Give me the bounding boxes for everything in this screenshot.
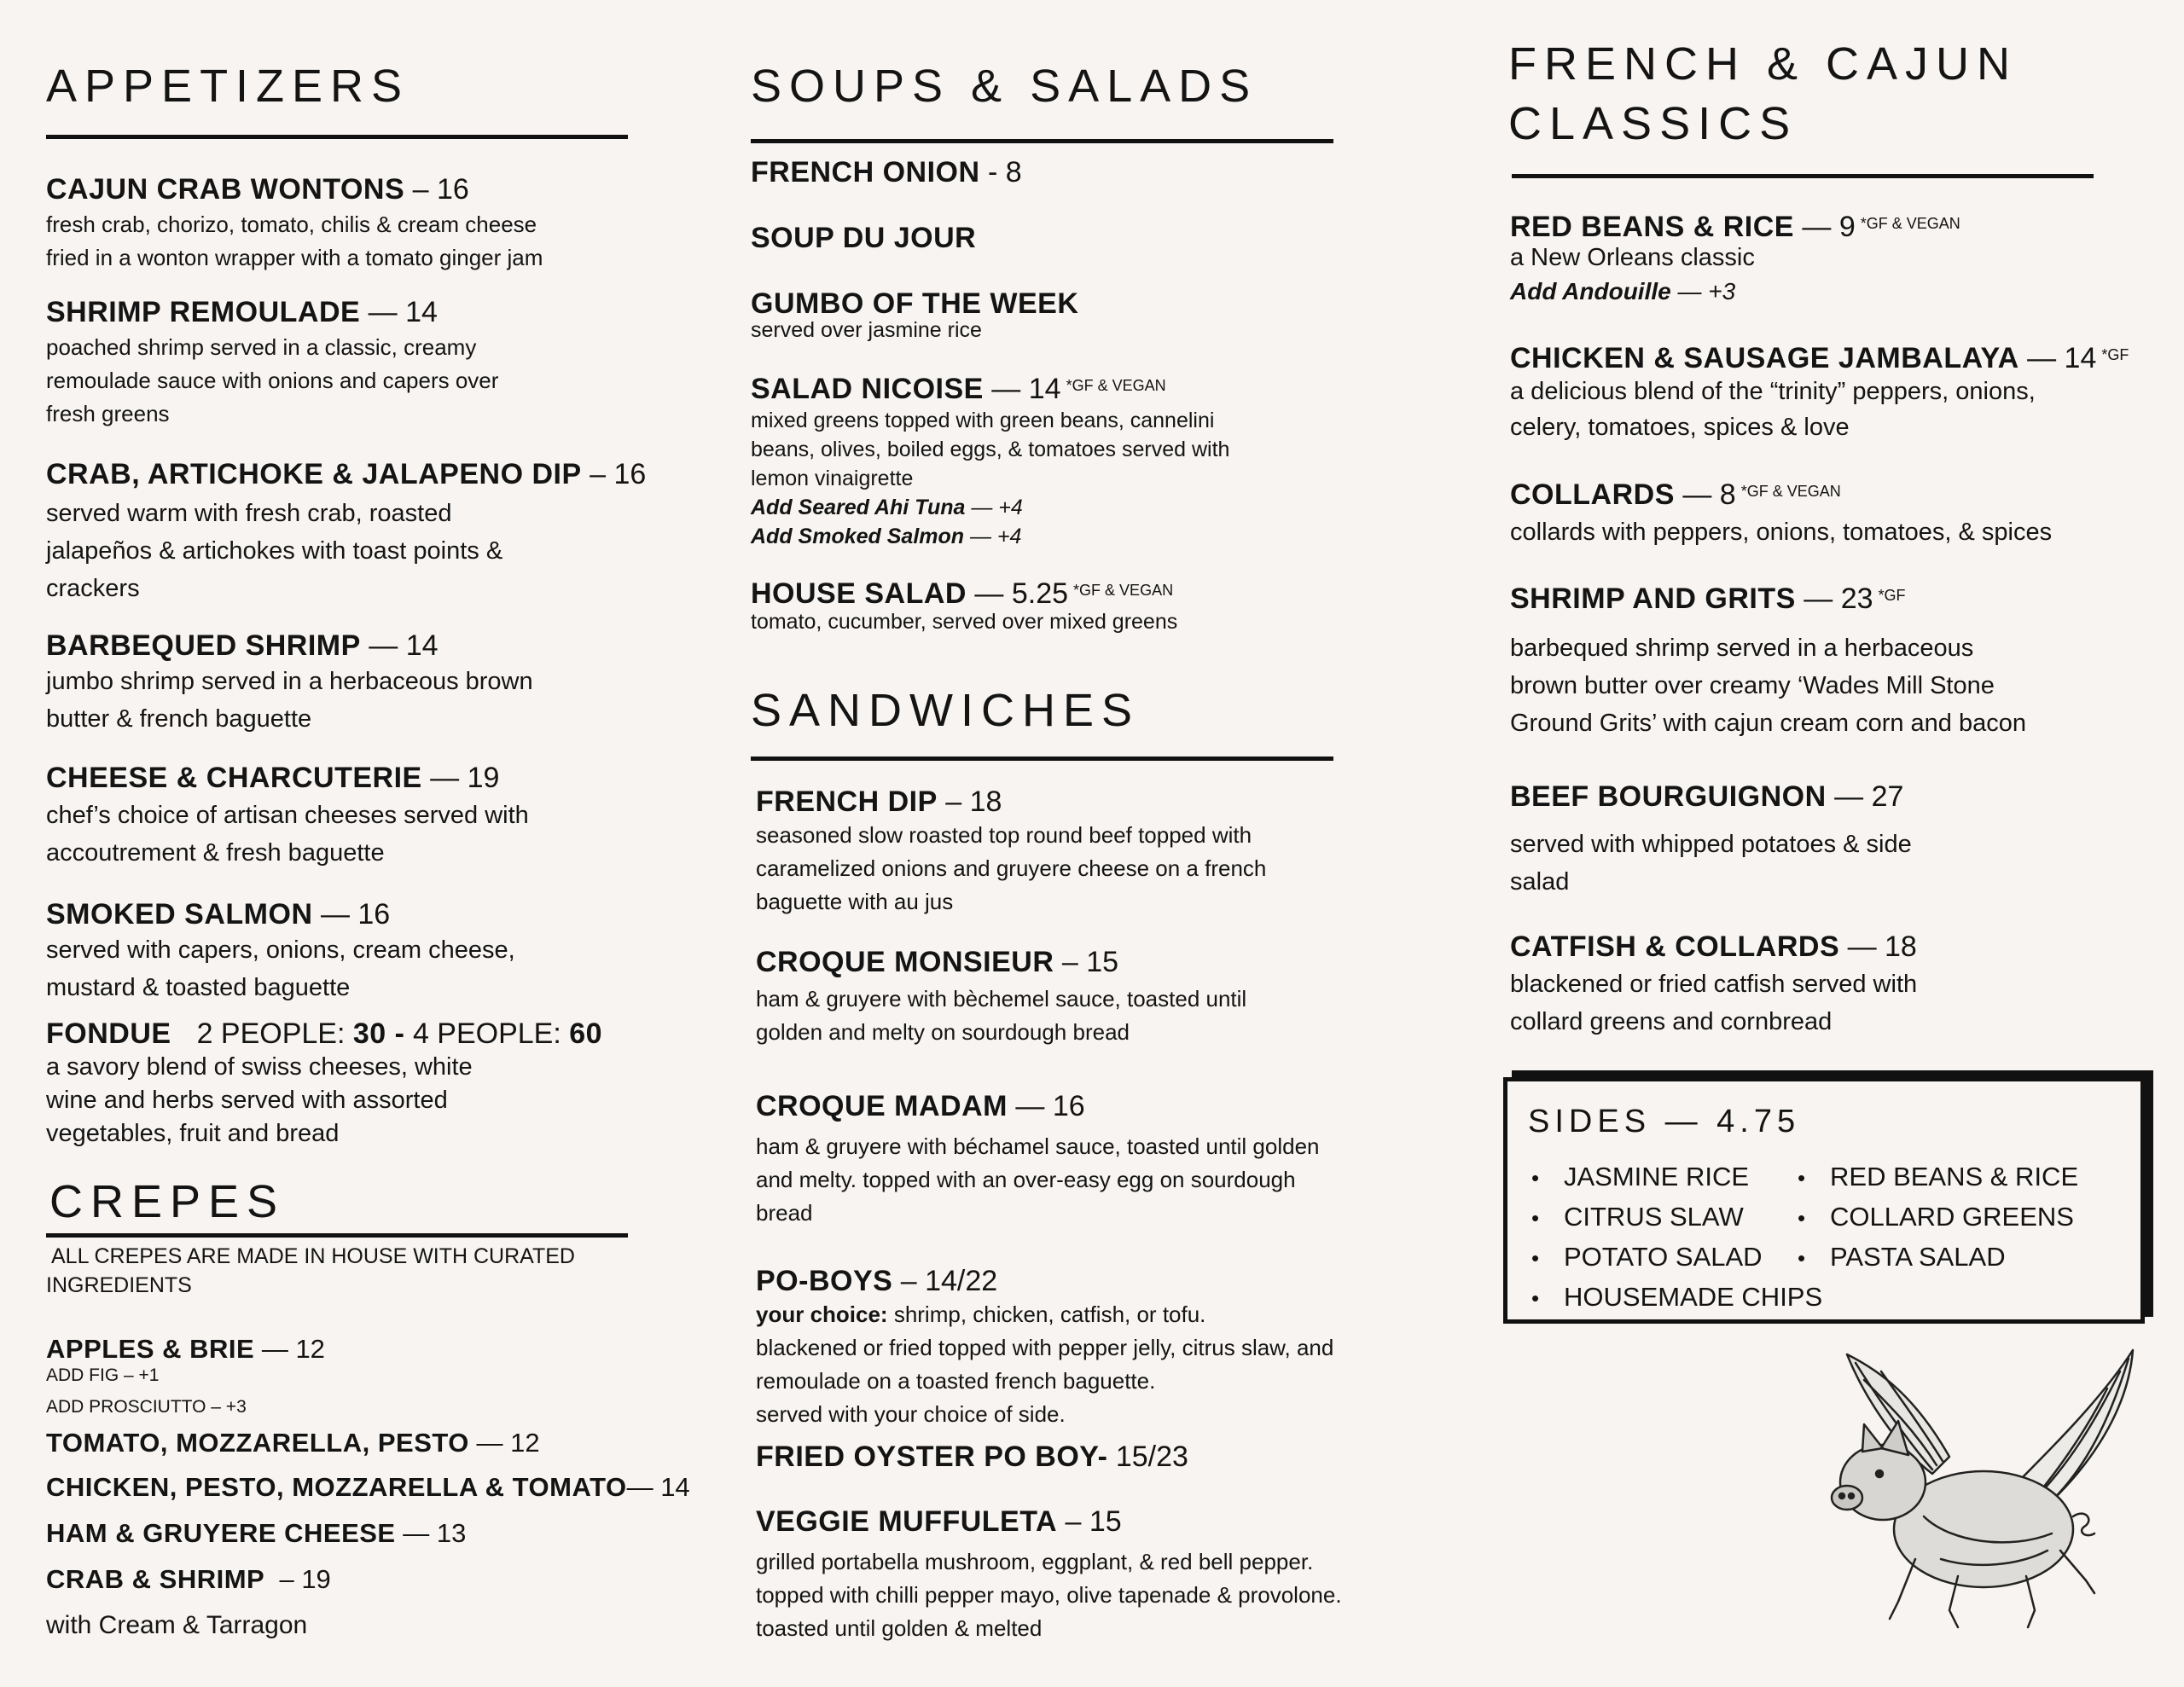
- crepes-note: [46, 1242, 575, 1300]
- menu-item: [46, 1562, 331, 1597]
- addon-price: — +4: [965, 496, 1023, 519]
- item-price: — 27: [1826, 780, 1904, 813]
- sides-list-left: [1531, 1157, 1822, 1318]
- menu-item: [756, 785, 1266, 919]
- soups-salads-heading: SOUPS & SALADS: [751, 61, 1258, 112]
- item-name: SOUP DU JOUR: [751, 222, 977, 254]
- item-price: — 23: [1795, 583, 1873, 615]
- item-name: CHEESE & CHARCUTERIE: [46, 762, 422, 794]
- sides-list-right: [1798, 1157, 2078, 1278]
- item-description: brown butter over creamy ‘Wades Mill Stone: [1510, 672, 1995, 699]
- fondue-item: [46, 1017, 602, 1151]
- menu-item: [1510, 341, 2129, 445]
- item-description: fresh crab, chorizo, tomato, chilis & cream cheese: [46, 212, 537, 237]
- item-description: chef’s choice of artisan cheeses served with: [46, 802, 529, 829]
- item-description: collards with peppers, onions, tomatoes, & spices: [1510, 519, 2053, 546]
- dietary-tag: *GF & VEGAN: [1740, 483, 1841, 500]
- classics-heading-line: FRENCH & CAJUN: [1508, 38, 2018, 90]
- menu-item: [751, 577, 1177, 636]
- item-description: remoulade sauce with onions and capers over: [46, 368, 499, 393]
- addon-price: — +4: [964, 525, 1022, 548]
- item-name: TOMATO, MOZZARELLA, PESTO: [46, 1428, 469, 1458]
- item-name: FRIED OYSTER PO BOY-: [756, 1441, 1108, 1473]
- item-description: caramelized onions and gruyere cheese on a french: [756, 855, 1267, 881]
- menu-item: [46, 1334, 325, 1423]
- addon-line: ADD FIG – +1: [46, 1365, 160, 1385]
- item-price: — 14: [360, 296, 438, 328]
- item-description: vegetables, fruit and bread: [46, 1120, 340, 1147]
- classics-heading-line: CLASSICS: [1508, 98, 1798, 149]
- item-price: — 12: [468, 1428, 540, 1458]
- item-name: SMOKED SALMON: [46, 898, 313, 930]
- item-price: 30 -: [352, 1017, 405, 1050]
- item-name: VEGGIE MUFFULETA: [756, 1505, 1058, 1538]
- menu-item: [1510, 478, 2052, 551]
- item-description: poached shrimp served in a classic, creamy: [46, 334, 477, 360]
- item-description: golden and melty on sourdough bread: [756, 1019, 1130, 1045]
- menu-item: [756, 945, 1246, 1049]
- menu-item: [1510, 780, 1912, 901]
- item-name: HAM & GRUYERE CHEESE: [46, 1518, 396, 1548]
- item-price: 15/23: [1107, 1441, 1188, 1473]
- item-description: crackers: [46, 575, 140, 602]
- item-price: – 16: [404, 173, 469, 206]
- item-price: — 14: [983, 373, 1061, 405]
- classics-heading: [1508, 34, 2018, 154]
- item-name: HOUSE SALAD: [751, 577, 967, 610]
- sandwiches-heading: SANDWICHES: [751, 685, 1141, 736]
- item-name: FONDUE: [46, 1017, 171, 1050]
- item-price: — 16: [312, 898, 391, 930]
- item-description: served warm with fresh crab, roasted: [46, 500, 452, 527]
- menu-item: [46, 629, 533, 738]
- item-name: CROQUE MADAM: [756, 1090, 1008, 1122]
- item-description: butter & french baguette: [46, 705, 312, 733]
- item-price: — 19: [421, 762, 500, 794]
- item-name: RED BEANS & RICE: [1510, 211, 1794, 243]
- addon-name: Add Seared Ahi Tuna: [751, 496, 966, 519]
- appetizers-heading: APPETIZERS: [46, 61, 410, 112]
- crepes-heading: CREPES: [49, 1176, 286, 1227]
- sides-title: SIDES — 4.75: [1528, 1104, 1801, 1139]
- item-name: FRENCH DIP: [756, 786, 938, 818]
- dietary-tag: *GF: [2101, 346, 2129, 363]
- item-price: — 12: [254, 1334, 325, 1364]
- fondue-option: 4 PEOPLE:: [412, 1017, 561, 1050]
- item-description: served with whipped potatoes & side: [1510, 831, 1912, 858]
- item-description: served over jasmine rice: [751, 318, 982, 342]
- item-description: fresh greens: [46, 401, 170, 426]
- item-price: — 14: [2018, 342, 2097, 374]
- menu-item: [46, 761, 529, 872]
- item-description: ham & gruyere with bèchemel sauce, toasted until: [756, 986, 1247, 1012]
- menu-item: [46, 172, 543, 275]
- sides-box: [1503, 1077, 2145, 1324]
- item-description: Ground Grits’ with cajun cream corn and bacon: [1510, 710, 2026, 737]
- menu-item: [756, 1504, 1342, 1645]
- dietary-tag: *GF & VEGAN: [1073, 582, 1174, 599]
- item-price: – 18: [937, 786, 1002, 818]
- item-price: – 16: [581, 458, 647, 490]
- item-description: salad: [1510, 868, 1570, 896]
- item-name: CHICKEN & SAUSAGE JAMBALAYA: [1510, 342, 2019, 374]
- item-description: jumbo shrimp served in a herbaceous brown: [46, 668, 533, 695]
- item-price: — 18: [1839, 930, 1917, 963]
- list-item: • POTATO SALAD: [1531, 1238, 1822, 1278]
- item-description: mustard & toasted baguette: [46, 974, 351, 1001]
- item-price: 60: [569, 1017, 603, 1050]
- addon-line: ADD PROSCIUTTO – +3: [46, 1397, 247, 1417]
- crepes-note-line: ALL CREPES ARE MADE IN HOUSE WITH CURATED: [51, 1244, 575, 1268]
- item-description: beans, olives, boiled eggs, & tomatoes served with: [751, 438, 1230, 461]
- item-description: a savory blend of swiss cheeses, white: [46, 1053, 473, 1081]
- choice-label: your choice:: [756, 1301, 888, 1327]
- item-name: BEEF BOURGUIGNON: [1510, 780, 1827, 813]
- dietary-tag: *GF & VEGAN: [1860, 215, 1960, 232]
- item-description: mixed greens topped with green beans, cannelini: [751, 409, 1215, 432]
- item-name: FRENCH ONION: [751, 156, 980, 188]
- menu-item: [46, 1426, 540, 1460]
- item-description: accoutrement & fresh baguette: [46, 839, 385, 867]
- item-price: - 8: [979, 156, 1022, 188]
- addon-name: Add Andouille: [1510, 278, 1671, 304]
- item-price: — 14: [626, 1472, 690, 1502]
- item-description: lemon vinaigrette: [751, 467, 914, 490]
- item-name: SHRIMP AND GRITS: [1510, 583, 1796, 615]
- item-description: topped with chilli pepper mayo, olive tapenade & provolone.: [756, 1582, 1342, 1608]
- item-price: – 19: [264, 1564, 331, 1594]
- item-price: — 14: [360, 629, 439, 662]
- menu-item: [1510, 930, 1917, 1041]
- item-name: CROQUE MONSIEUR: [756, 946, 1054, 978]
- item-description: barbequed shrimp served in a herbaceous: [1510, 635, 1974, 662]
- item-description: collard greens and cornbread: [1510, 1008, 1833, 1035]
- item-description: seasoned slow roasted top round beef topped with: [756, 822, 1252, 848]
- item-name: PO-BOYS: [756, 1265, 893, 1297]
- item-description: a New Orleans classic: [1510, 244, 1755, 271]
- menu-item: [46, 897, 515, 1006]
- crepes-divider: [46, 1233, 628, 1238]
- menu-item: [751, 221, 976, 255]
- menu-item: [46, 295, 498, 431]
- item-name: COLLARDS: [1510, 478, 1675, 511]
- dietary-tag: *GF: [1878, 587, 1906, 604]
- item-description: baguette with au jus: [756, 889, 954, 914]
- appetizers-divider: [46, 135, 628, 139]
- item-name: SALAD NICOISE: [751, 373, 984, 405]
- item-description: toasted until golden & melted: [756, 1615, 1043, 1641]
- item-name: BARBEQUED SHRIMP: [46, 629, 361, 662]
- item-description: celery, tomatoes, spices & love: [1510, 414, 1850, 441]
- item-price: — 8: [1674, 478, 1736, 511]
- item-description: shrimp, chicken, catfish, or tofu.: [887, 1301, 1206, 1327]
- item-description: ham & gruyere with béchamel sauce, toasted until golden: [756, 1133, 1320, 1159]
- item-description: remoulade on a toasted french baguette.: [756, 1368, 1156, 1394]
- item-name: CRAB & SHRIMP: [46, 1564, 265, 1594]
- item-name: APPLES & BRIE: [46, 1334, 255, 1364]
- list-item: • JASMINE RICE: [1531, 1157, 1822, 1197]
- item-name: GUMBO OF THE WEEK: [751, 287, 1079, 320]
- item-price: – 14/22: [892, 1265, 998, 1297]
- flying-pig-icon: [1830, 1346, 2137, 1636]
- item-description: grilled portabella mushroom, eggplant, & red bell pepper.: [756, 1549, 1314, 1574]
- item-name: CATFISH & COLLARDS: [1510, 930, 1840, 963]
- item-description: wine and herbs served with assorted: [46, 1087, 448, 1114]
- item-price: – 15: [1054, 946, 1119, 978]
- item-description: blackened or fried topped with pepper jelly, citrus slaw, and: [756, 1335, 1334, 1360]
- item-description: bread: [756, 1200, 813, 1226]
- crepes-note-line: INGREDIENTS: [46, 1273, 192, 1297]
- item-description: blackened or fried catfish served with: [1510, 971, 1918, 998]
- item-description: served with your choice of side.: [756, 1401, 1066, 1427]
- item-description: fried in a wonton wrapper with a tomato ginger jam: [46, 245, 543, 270]
- item-price: — 16: [1007, 1090, 1085, 1122]
- sandwiches-divider: [751, 757, 1333, 761]
- item-description: served with capers, onions, cream cheese,: [46, 936, 515, 964]
- menu-item: [756, 1264, 1333, 1431]
- item-price: — 13: [395, 1518, 467, 1548]
- addon-price: — +3: [1670, 278, 1736, 304]
- menu-item: [756, 1440, 1188, 1474]
- item-price: – 15: [1057, 1505, 1122, 1538]
- item-description: tomato, cucumber, served over mixed greens: [751, 610, 1178, 634]
- list-item: • COLLARD GREENS: [1798, 1197, 2078, 1238]
- soups-divider: [751, 139, 1333, 143]
- item-name: CAJUN CRAB WONTONS: [46, 173, 405, 206]
- item-name: CRAB, ARTICHOKE & JALAPENO DIP: [46, 458, 582, 490]
- item-description: with Cream & Tarragon: [46, 1611, 308, 1639]
- item-description: jalapeños & artichokes with toast points &: [46, 537, 503, 565]
- item-description: and melty. topped with an over-easy egg on sourdough: [756, 1167, 1296, 1192]
- classics-divider: [1512, 174, 2094, 178]
- addon-name: Add Smoked Salmon: [751, 525, 965, 548]
- list-item: • PASTA SALAD: [1798, 1238, 2078, 1278]
- menu-item: [1510, 210, 1960, 309]
- list-item: • HOUSEMADE CHIPS: [1531, 1278, 1822, 1318]
- menu-item: [46, 457, 646, 607]
- item-name: SHRIMP REMOULADE: [46, 296, 361, 328]
- menu-item: [1510, 582, 2026, 742]
- menu-item: [46, 1470, 690, 1504]
- item-price: — 9: [1793, 211, 1856, 243]
- menu-item: [756, 1089, 1320, 1230]
- item-name: CHICKEN, PESTO, MOZZARELLA & TOMATO: [46, 1472, 627, 1502]
- menu-item: [46, 1516, 466, 1551]
- menu-item: [751, 155, 1022, 189]
- fondue-option: 2 PEOPLE:: [196, 1017, 346, 1050]
- item-price: — 5.25: [966, 577, 1069, 610]
- item-description: a delicious blend of the “trinity” peppers, onions,: [1510, 378, 2036, 405]
- list-item: • CITRUS SLAW: [1531, 1197, 1822, 1238]
- menu-item: [751, 372, 1229, 551]
- list-item: • RED BEANS & RICE: [1798, 1157, 2078, 1197]
- menu-item: [751, 287, 1078, 345]
- dietary-tag: *GF & VEGAN: [1066, 377, 1166, 394]
